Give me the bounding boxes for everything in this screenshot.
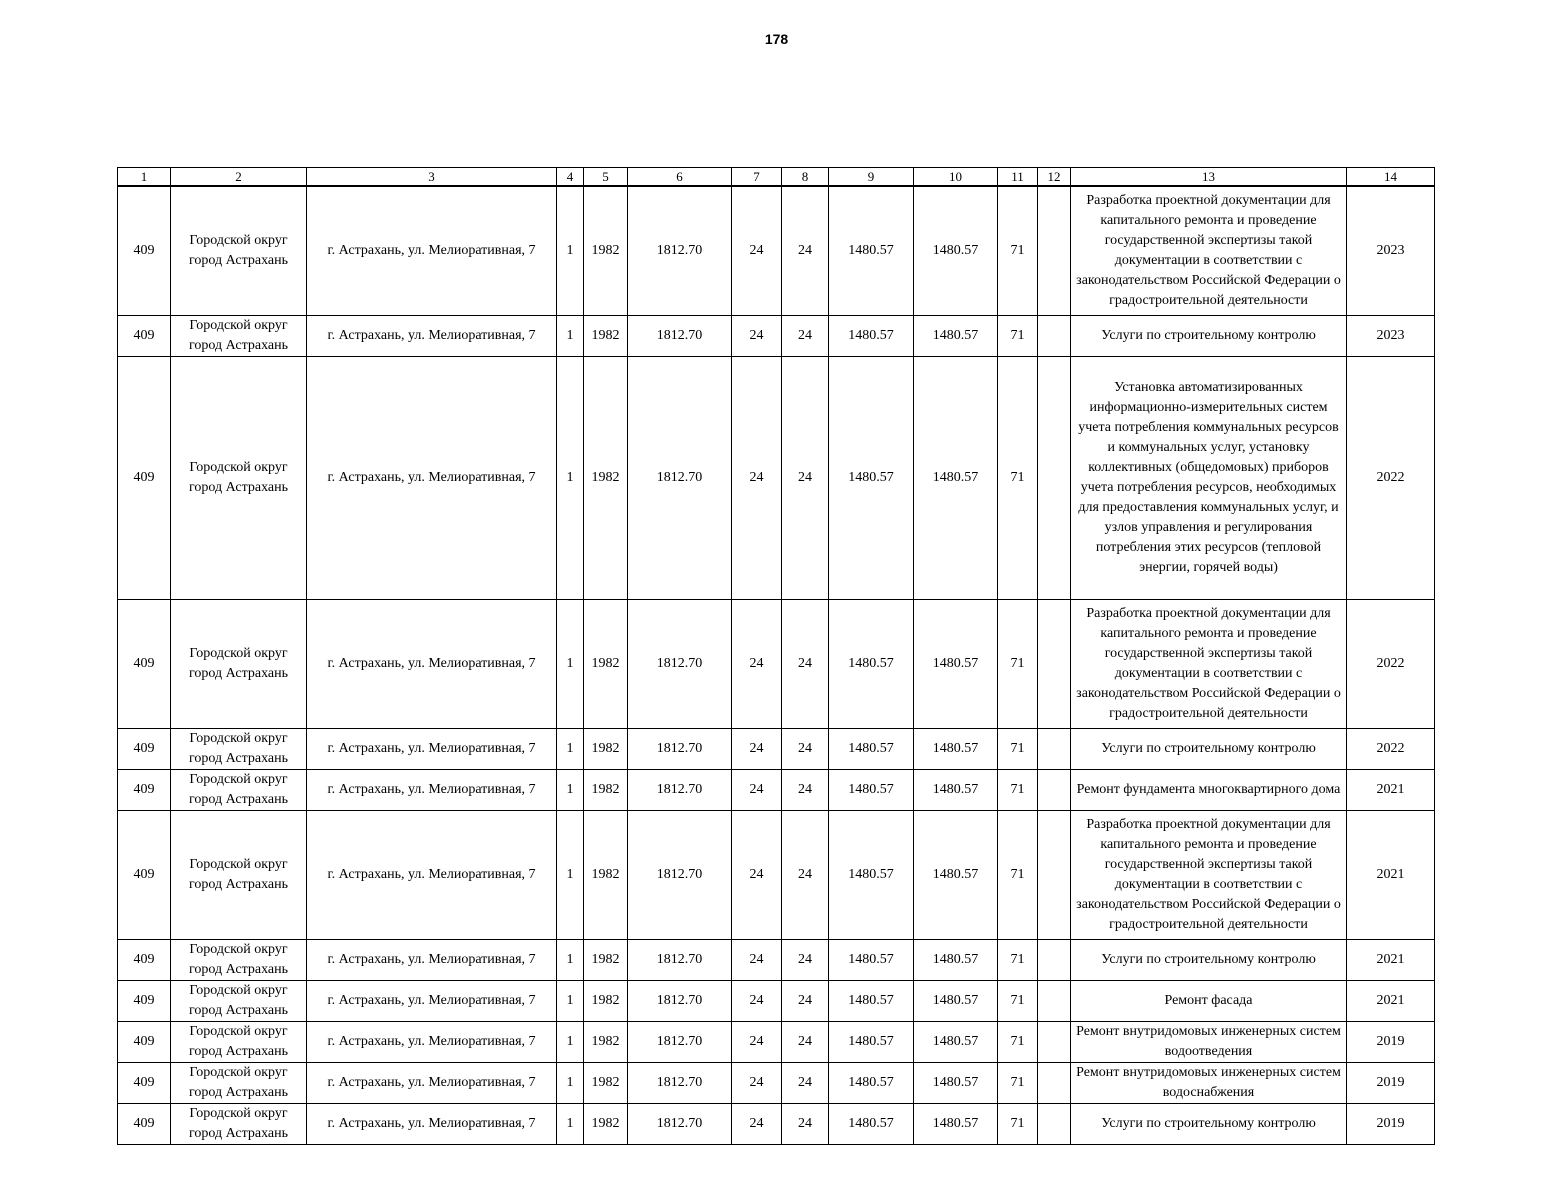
municipality: Городской округ город Астрахань: [171, 811, 307, 940]
cell-4: 1: [557, 600, 584, 729]
cell-9: 1480.57: [829, 316, 914, 357]
cell-10: 1480.57: [914, 1063, 998, 1104]
year-planned: 2023: [1347, 186, 1435, 316]
row-number: 409: [118, 981, 171, 1022]
row-number: 409: [118, 1063, 171, 1104]
year-built: 1982: [584, 1022, 628, 1063]
total-area: 1812.70: [628, 357, 732, 600]
municipality: Городской округ город Астрахань: [171, 186, 307, 316]
cell-9: 1480.57: [829, 1063, 914, 1104]
cell-4: 1: [557, 729, 584, 770]
municipality: Городской округ город Астрахань: [171, 1022, 307, 1063]
cell-9: 1480.57: [829, 770, 914, 811]
column-header: 8: [782, 168, 829, 187]
cell-4: 1: [557, 940, 584, 981]
cell-10: 1480.57: [914, 811, 998, 940]
cell-11: 71: [998, 357, 1038, 600]
total-area: 1812.70: [628, 1022, 732, 1063]
cell-12: [1038, 316, 1071, 357]
total-area: 1812.70: [628, 316, 732, 357]
cell-8: 24: [782, 186, 829, 316]
column-header: 10: [914, 168, 998, 187]
municipality: Городской округ город Астрахань: [171, 357, 307, 600]
row-number: 409: [118, 770, 171, 811]
year-built: 1982: [584, 811, 628, 940]
year-built: 1982: [584, 600, 628, 729]
cell-8: 24: [782, 770, 829, 811]
cell-7: 24: [732, 1022, 782, 1063]
cell-11: 71: [998, 1063, 1038, 1104]
work-type: Услуги по строительному контролю: [1071, 940, 1347, 981]
column-header: 2: [171, 168, 307, 187]
column-header: 11: [998, 168, 1038, 187]
year-planned: 2022: [1347, 357, 1435, 600]
cell-12: [1038, 729, 1071, 770]
repair-program-table: [117, 167, 1435, 1145]
cell-8: 24: [782, 940, 829, 981]
municipality: Городской округ город Астрахань: [171, 1063, 307, 1104]
cell-9: 1480.57: [829, 981, 914, 1022]
cell-11: 71: [998, 770, 1038, 811]
cell-8: 24: [782, 600, 829, 729]
address: г. Астрахань, ул. Мелиоративная, 7: [307, 940, 557, 981]
work-type: Ремонт внутридомовых инженерных систем водоснабжения: [1071, 1063, 1347, 1104]
page-number: 178: [764, 31, 789, 47]
column-header: 1: [118, 168, 171, 187]
table-row: [118, 1022, 1435, 1063]
year-built: 1982: [584, 981, 628, 1022]
cell-11: 71: [998, 811, 1038, 940]
cell-12: [1038, 770, 1071, 811]
cell-4: 1: [557, 1104, 584, 1145]
column-header: 5: [584, 168, 628, 187]
table-row: [118, 811, 1435, 940]
work-type: Установка автоматизированных информационно-измерительных систем учета потребления коммунальных ресурсов и коммунальных услуг, установку коллективных (общедомовых) приборов учета потребления ресурсов, необходимых для предоставления коммунальных услуг, и узлов управления и регулирования потребления этих ресурсов (тепловой энергии, горячей воды): [1071, 357, 1347, 600]
year-planned: 2022: [1347, 600, 1435, 729]
year-built: 1982: [584, 186, 628, 316]
cell-7: 24: [732, 770, 782, 811]
cell-11: 71: [998, 729, 1038, 770]
cell-8: 24: [782, 1104, 829, 1145]
cell-10: 1480.57: [914, 186, 998, 316]
cell-11: 71: [998, 940, 1038, 981]
address: г. Астрахань, ул. Мелиоративная, 7: [307, 770, 557, 811]
cell-9: 1480.57: [829, 1104, 914, 1145]
year-planned: 2021: [1347, 770, 1435, 811]
column-header: 7: [732, 168, 782, 187]
cell-4: 1: [557, 186, 584, 316]
address: г. Астрахань, ул. Мелиоративная, 7: [307, 1104, 557, 1145]
address: г. Астрахань, ул. Мелиоративная, 7: [307, 600, 557, 729]
row-number: 409: [118, 186, 171, 316]
address: г. Астрахань, ул. Мелиоративная, 7: [307, 1063, 557, 1104]
address: г. Астрахань, ул. Мелиоративная, 7: [307, 316, 557, 357]
year-built: 1982: [584, 729, 628, 770]
cell-9: 1480.57: [829, 357, 914, 600]
column-header: 3: [307, 168, 557, 187]
total-area: 1812.70: [628, 811, 732, 940]
address: г. Астрахань, ул. Мелиоративная, 7: [307, 357, 557, 600]
table-row: [118, 981, 1435, 1022]
total-area: 1812.70: [628, 940, 732, 981]
row-number: 409: [118, 940, 171, 981]
year-planned: 2019: [1347, 1022, 1435, 1063]
cell-7: 24: [732, 1063, 782, 1104]
work-type: Ремонт фундамента многоквартирного дома: [1071, 770, 1347, 811]
column-header: 12: [1038, 168, 1071, 187]
table-row: [118, 316, 1435, 357]
table-row: [118, 186, 1435, 316]
work-type: Услуги по строительному контролю: [1071, 1104, 1347, 1145]
table-row: [118, 600, 1435, 729]
cell-12: [1038, 600, 1071, 729]
year-built: 1982: [584, 357, 628, 600]
cell-10: 1480.57: [914, 729, 998, 770]
cell-10: 1480.57: [914, 600, 998, 729]
cell-8: 24: [782, 1063, 829, 1104]
cell-12: [1038, 357, 1071, 600]
cell-8: 24: [782, 729, 829, 770]
table-row: [118, 729, 1435, 770]
total-area: 1812.70: [628, 1104, 732, 1145]
cell-7: 24: [732, 357, 782, 600]
address: г. Астрахань, ул. Мелиоративная, 7: [307, 729, 557, 770]
row-number: 409: [118, 1022, 171, 1063]
municipality: Городской округ город Астрахань: [171, 981, 307, 1022]
total-area: 1812.70: [628, 770, 732, 811]
year-built: 1982: [584, 940, 628, 981]
year-planned: 2019: [1347, 1063, 1435, 1104]
work-type: Ремонт фасада: [1071, 981, 1347, 1022]
cell-4: 1: [557, 316, 584, 357]
table-row: [118, 1063, 1435, 1104]
row-number: 409: [118, 357, 171, 600]
address: г. Астрахань, ул. Мелиоративная, 7: [307, 186, 557, 316]
work-type: Разработка проектной документации для капитального ремонта и проведение государственной экспертизы такой документации в соответствии с законодательством Российской Федерации о градостроительной деятельности: [1071, 811, 1347, 940]
cell-8: 24: [782, 357, 829, 600]
table-row: [118, 357, 1435, 600]
municipality: Городской округ город Астрахань: [171, 600, 307, 729]
row-number: 409: [118, 316, 171, 357]
cell-11: 71: [998, 1104, 1038, 1145]
work-type: Услуги по строительному контролю: [1071, 316, 1347, 357]
cell-12: [1038, 940, 1071, 981]
cell-11: 71: [998, 186, 1038, 316]
work-type: Услуги по строительному контролю: [1071, 729, 1347, 770]
cell-11: 71: [998, 316, 1038, 357]
cell-12: [1038, 186, 1071, 316]
cell-7: 24: [732, 600, 782, 729]
total-area: 1812.70: [628, 981, 732, 1022]
year-built: 1982: [584, 1104, 628, 1145]
year-planned: 2021: [1347, 940, 1435, 981]
cell-12: [1038, 811, 1071, 940]
year-planned: 2023: [1347, 316, 1435, 357]
address: г. Астрахань, ул. Мелиоративная, 7: [307, 811, 557, 940]
cell-11: 71: [998, 600, 1038, 729]
cell-7: 24: [732, 186, 782, 316]
column-header: 4: [557, 168, 584, 187]
column-header: 14: [1347, 168, 1435, 187]
year-planned: 2022: [1347, 729, 1435, 770]
cell-10: 1480.57: [914, 316, 998, 357]
cell-11: 71: [998, 1022, 1038, 1063]
municipality: Городской округ город Астрахань: [171, 729, 307, 770]
cell-12: [1038, 981, 1071, 1022]
total-area: 1812.70: [628, 186, 732, 316]
cell-4: 1: [557, 811, 584, 940]
table-row: [118, 770, 1435, 811]
cell-12: [1038, 1022, 1071, 1063]
cell-8: 24: [782, 981, 829, 1022]
municipality: Городской округ город Астрахань: [171, 940, 307, 981]
cell-12: [1038, 1063, 1071, 1104]
cell-7: 24: [732, 940, 782, 981]
table-row: [118, 1104, 1435, 1145]
cell-4: 1: [557, 1022, 584, 1063]
cell-10: 1480.57: [914, 1022, 998, 1063]
cell-9: 1480.57: [829, 1022, 914, 1063]
year-built: 1982: [584, 770, 628, 811]
row-number: 409: [118, 600, 171, 729]
cell-4: 1: [557, 981, 584, 1022]
cell-8: 24: [782, 1022, 829, 1063]
work-type: Разработка проектной документации для капитального ремонта и проведение государственной экспертизы такой документации в соответствии с законодательством Российской Федерации о градостроительной деятельности: [1071, 186, 1347, 316]
table-row: [118, 940, 1435, 981]
cell-4: 1: [557, 770, 584, 811]
table-body: [118, 186, 1435, 1145]
address: г. Астрахань, ул. Мелиоративная, 7: [307, 1022, 557, 1063]
year-planned: 2021: [1347, 981, 1435, 1022]
work-type: Ремонт внутридомовых инженерных систем водоотведения: [1071, 1022, 1347, 1063]
cell-7: 24: [732, 1104, 782, 1145]
cell-10: 1480.57: [914, 770, 998, 811]
total-area: 1812.70: [628, 600, 732, 729]
cell-9: 1480.57: [829, 186, 914, 316]
cell-9: 1480.57: [829, 811, 914, 940]
year-planned: 2019: [1347, 1104, 1435, 1145]
address: г. Астрахань, ул. Мелиоративная, 7: [307, 981, 557, 1022]
cell-4: 1: [557, 1063, 584, 1104]
cell-10: 1480.57: [914, 940, 998, 981]
cell-9: 1480.57: [829, 729, 914, 770]
cell-10: 1480.57: [914, 357, 998, 600]
year-planned: 2021: [1347, 811, 1435, 940]
work-type: Разработка проектной документации для капитального ремонта и проведение государственной экспертизы такой документации в соответствии с законодательством Российской Федерации о градостроительной деятельности: [1071, 600, 1347, 729]
cell-7: 24: [732, 811, 782, 940]
cell-10: 1480.57: [914, 981, 998, 1022]
column-header: 13: [1071, 168, 1347, 187]
cell-10: 1480.57: [914, 1104, 998, 1145]
cell-11: 71: [998, 981, 1038, 1022]
total-area: 1812.70: [628, 1063, 732, 1104]
row-number: 409: [118, 811, 171, 940]
municipality: Городской округ город Астрахань: [171, 1104, 307, 1145]
year-built: 1982: [584, 1063, 628, 1104]
cell-4: 1: [557, 357, 584, 600]
total-area: 1812.70: [628, 729, 732, 770]
year-built: 1982: [584, 316, 628, 357]
cell-9: 1480.57: [829, 940, 914, 981]
cell-8: 24: [782, 811, 829, 940]
row-number: 409: [118, 1104, 171, 1145]
cell-7: 24: [732, 316, 782, 357]
cell-7: 24: [732, 729, 782, 770]
cell-8: 24: [782, 316, 829, 357]
column-number-header-row: [118, 168, 1435, 187]
cell-12: [1038, 1104, 1071, 1145]
column-header: 6: [628, 168, 732, 187]
municipality: Городской округ город Астрахань: [171, 770, 307, 811]
row-number: 409: [118, 729, 171, 770]
municipality: Городской округ город Астрахань: [171, 316, 307, 357]
cell-9: 1480.57: [829, 600, 914, 729]
cell-7: 24: [732, 981, 782, 1022]
column-header: 9: [829, 168, 914, 187]
